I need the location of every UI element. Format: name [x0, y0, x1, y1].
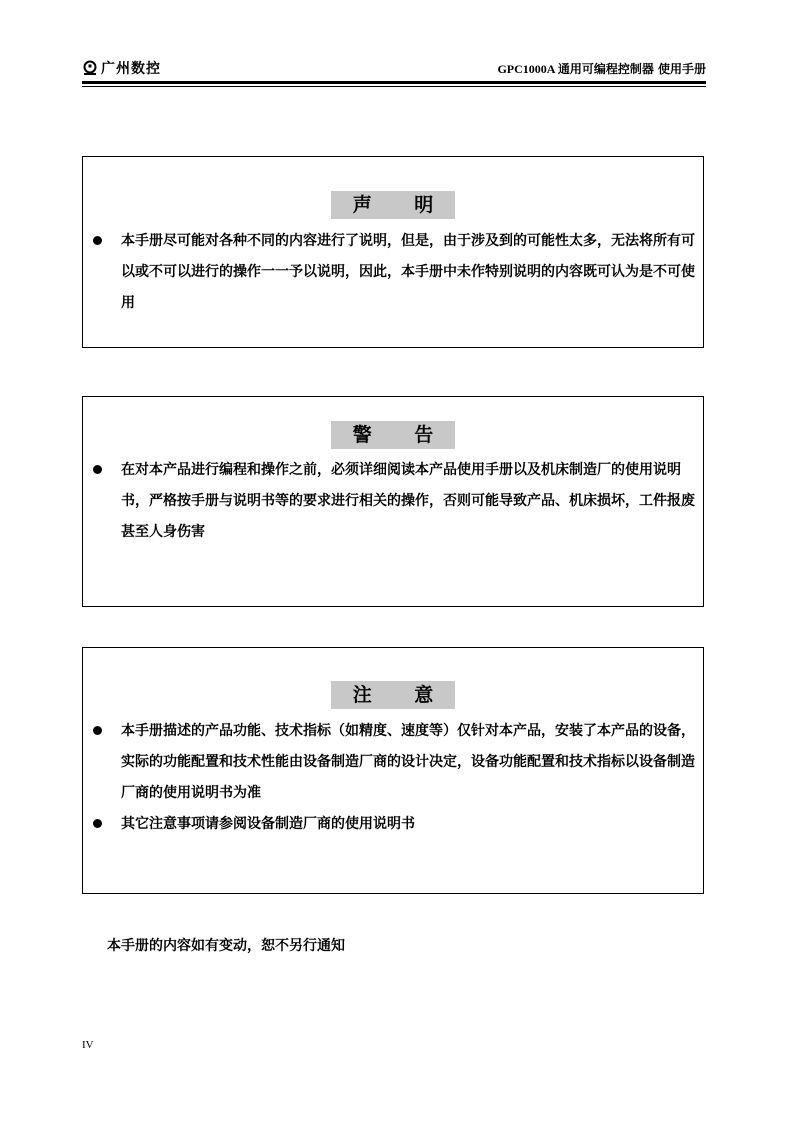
warning-list — [93, 455, 697, 548]
declaration-title-wrap — [83, 191, 703, 219]
declaration-item-text: 本手册尽可能对各种不同的内容进行了说明，但是，由于涉及到的可能性太多，无法将所有可以或不可以进行的操作一一予以说明，因此，本手册中未作特别说明的内容既可认为是不可使用 — [121, 233, 695, 311]
declaration-box — [82, 156, 704, 348]
header-rule-thick — [82, 81, 706, 84]
bullet-icon — [93, 819, 102, 828]
header-rule-thin — [82, 86, 706, 87]
notice-list — [93, 716, 697, 840]
notice-title: 注 意 — [331, 681, 456, 709]
footer-note: 本手册的内容如有变动，恕不另行通知 — [107, 938, 345, 954]
list-item — [93, 716, 697, 809]
page-number: IV — [82, 1039, 94, 1051]
company-logo — [82, 58, 161, 78]
notice-item-text: 其它注意事项请参阅设备制造厂商的使用说明书 — [121, 816, 415, 832]
notice-item-text: 本手册描述的产品功能、技术指标（如精度、速度等）仅针对本产品，安装了本产品的设备，实际的功能配置和技术性能由设备制造厂商的设计决定，设备功能配置和技术指标以设备制造厂商的使用说明书为准 — [121, 723, 695, 801]
bullet-icon — [93, 726, 102, 735]
declaration-title: 声 明 — [331, 191, 456, 219]
document-title — [497, 60, 706, 77]
warning-item-text: 在对本产品进行编程和操作之前，必须详细阅读本产品使用手册以及机床制造厂的使用说明书，严格按手册与说明书等的要求进行相关的操作，否则可能导致产品、机床损坏，工件报废甚至人身伤害 — [121, 462, 695, 540]
warning-box — [82, 396, 704, 607]
notice-title-wrap — [83, 681, 703, 709]
gsk-logo-icon — [82, 60, 98, 76]
page-header — [82, 58, 706, 80]
logo-text: 广州数控 — [101, 61, 161, 77]
document-model: GPC1000A — [497, 62, 555, 76]
bullet-icon — [93, 465, 102, 474]
bullet-icon — [93, 236, 102, 245]
list-item — [93, 226, 697, 319]
declaration-list — [93, 226, 697, 319]
warning-title-wrap — [83, 421, 703, 449]
list-item — [93, 809, 697, 840]
list-item — [93, 455, 697, 548]
document-title-text: 通用可编程控制器 使用手册 — [557, 62, 706, 76]
warning-title: 警 告 — [331, 421, 456, 449]
notice-box — [82, 647, 704, 894]
